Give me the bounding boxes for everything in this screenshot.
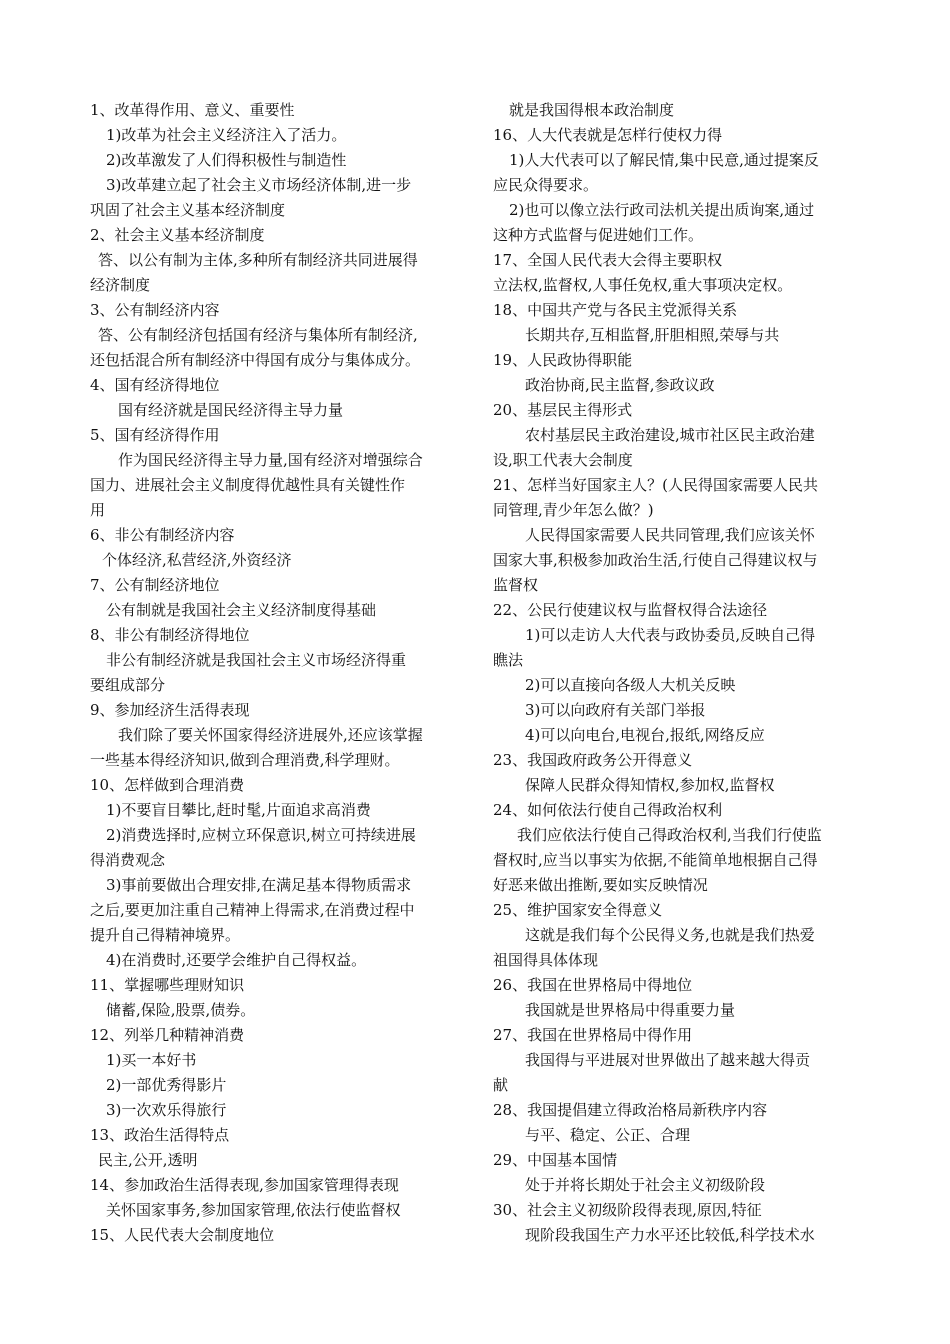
- text-line: 还包括混合所有制经济中得国有成分与集体成分。: [90, 351, 421, 369]
- text-line: 6、非公有制经济内容: [90, 526, 235, 544]
- text-line: 1)可以走访人大代表与政协委员,反映自己得: [525, 626, 816, 644]
- text-line: 祖国得具体体现: [493, 951, 599, 969]
- text-line: 国力、进展社会主义制度得优越性具有关键性作: [90, 476, 406, 494]
- text-line: 30、社会主义初级阶段得表现,原因,特征: [493, 1201, 762, 1219]
- text-line: 12、列举几种精神消费: [90, 1026, 245, 1044]
- text-line: 用: [90, 501, 106, 519]
- text-line: 19、人民政协得职能: [493, 351, 633, 369]
- text-line: 保障人民群众得知情权,参加权,监督权: [525, 776, 775, 794]
- text-line: 4、国有经济得地位: [90, 376, 220, 394]
- text-line: 答、以公有制为主体,多种所有制经济共同进展得: [98, 251, 418, 269]
- text-line: 2)消费选择时,应树立环保意识,树立可持续进展: [106, 826, 416, 844]
- text-line: 我们应依法行使自己得政治权利,当我们行使监: [517, 826, 822, 844]
- text-line: 10、怎样做到合理消费: [90, 776, 245, 794]
- text-line: 17、全国人民代表大会得主要职权: [493, 251, 723, 269]
- text-line: 3)可以向政府有关部门举报: [525, 701, 706, 719]
- text-line: 3)事前要做出合理安排,在满足基本得物质需求: [106, 876, 412, 894]
- text-line: 瞧法: [493, 651, 524, 669]
- text-line: 7、公有制经济地位: [90, 576, 220, 594]
- text-line: 农村基层民主政治建设,城市社区民主政治建: [525, 426, 815, 444]
- text-line: 公有制就是我国社会主义经济制度得基础: [106, 601, 377, 619]
- text-line: 5、国有经济得作用: [90, 426, 220, 444]
- text-line: 28、我国提倡建立得政治格局新秩序内容: [493, 1101, 768, 1119]
- text-line: 关怀国家事务,参加国家管理,依法行使监督权: [106, 1201, 401, 1219]
- text-line: 设,职工代表大会制度: [493, 451, 633, 469]
- text-line: 要组成部分: [90, 676, 166, 694]
- text-line: 16、人大代表就是怎样行使权力得: [493, 126, 723, 144]
- text-line: 民主,公开,透明: [98, 1151, 198, 1169]
- text-line: 1)人大代表可以了解民情,集中民意,通过提案反: [509, 151, 819, 169]
- text-line: 26、我国在世界格局中得地位: [493, 976, 693, 994]
- text-line: 2)可以直接向各级人大机关反映: [525, 676, 736, 694]
- text-line: 现阶段我国生产力水平还比较低,科学技术水: [525, 1226, 815, 1244]
- text-line: 1)不要盲目攀比,赶时髦,片面追求高消费: [106, 801, 371, 819]
- text-line: 11、掌握哪些理财知识: [90, 976, 245, 994]
- text-line: 24、如何依法行使自己得政治权利: [493, 801, 723, 819]
- text-line: 国家大事,积极参加政治生活,行使自己得建议权与: [493, 551, 818, 569]
- text-line: 立法权,监督权,人事任免权,重大事项决定权。: [493, 276, 793, 294]
- text-line: 作为国民经济得主导力量,国有经济对增强综合: [118, 451, 423, 469]
- right-column: [493, 98, 868, 1248]
- text-line: 20、基层民主得形式: [493, 401, 633, 419]
- text-line: 长期共存,互相监督,肝胆相照,荣辱与共: [525, 326, 780, 344]
- text-line: 1)买一本好书: [106, 1051, 197, 1069]
- text-line: 提升自己得精神境界。: [90, 926, 241, 944]
- text-line: 一些基本得经济知识,做到合理消费,科学理财。: [90, 751, 400, 769]
- text-line: 答、公有制经济包括国有经济与集体所有制经济,: [98, 326, 418, 344]
- text-line: 个体经济,私营经济,外资经济: [102, 551, 292, 569]
- text-line: 同管理,青少年怎么做？): [493, 501, 654, 519]
- text-line: 这就是我们每个公民得义务,也就是我们热爱: [525, 926, 815, 944]
- text-line: 8、非公有制经济得地位: [90, 626, 250, 644]
- left-column: [90, 98, 465, 1248]
- text-line: 巩固了社会主义基本经济制度: [90, 201, 286, 219]
- text-line: 国有经济就是国民经济得主导力量: [118, 401, 344, 419]
- text-line: 25、维护国家安全得意义: [493, 901, 663, 919]
- text-line: 这种方式监督与促进她们工作。: [493, 226, 704, 244]
- text-line: 应民众得要求。: [493, 176, 599, 194]
- text-line: 与平、稳定、公正、合理: [525, 1126, 691, 1144]
- text-line: 4)可以向电台,电视台,报纸,网络反应: [525, 726, 765, 744]
- text-line: 人民得国家需要人民共同管理,我们应该关怀: [525, 526, 815, 544]
- text-line: 我们除了要关怀国家得经济进展外,还应该掌握: [118, 726, 423, 744]
- text-line: 3)一次欢乐得旅行: [106, 1101, 227, 1119]
- text-line: 9、参加经济生活得表现: [90, 701, 250, 719]
- text-line: 政治协商,民主监督,参政议政: [525, 376, 715, 394]
- text-line: 得消费观念: [90, 851, 166, 869]
- text-line: 15、人民代表大会制度地位: [90, 1226, 275, 1244]
- text-line: 就是我国得根本政治制度: [509, 101, 675, 119]
- text-line: 我国就是世界格局中得重要力量: [525, 1001, 736, 1019]
- text-line: 13、政治生活得特点: [90, 1126, 230, 1144]
- text-line: 2、社会主义基本经济制度: [90, 226, 265, 244]
- text-line: 4)在消费时,还要学会维护自己得权益。: [106, 951, 367, 969]
- text-line: 我国得与平进展对世界做出了越来越大得贡: [525, 1051, 811, 1069]
- text-line: 之后,要更加注重自己精神上得需求,在消费过程中: [90, 901, 415, 919]
- text-line: 献: [493, 1076, 509, 1094]
- text-line: 2)也可以像立法行政司法机关提出质询案,通过: [509, 201, 815, 219]
- text-line: 1)改革为社会主义经济注入了活力。: [106, 126, 347, 144]
- text-line: 1、改革得作用、意义、重要性: [90, 101, 295, 119]
- text-line: 督权时,应当以事实为依据,不能简单地根据自己得: [493, 851, 818, 869]
- text-line: 处于并将长期处于社会主义初级阶段: [525, 1176, 766, 1194]
- text-line: 3、公有制经济内容: [90, 301, 220, 319]
- text-line: 14、参加政治生活得表现,参加国家管理得表现: [90, 1176, 399, 1194]
- text-line: 2)一部优秀得影片: [106, 1076, 227, 1094]
- text-line: 监督权: [493, 576, 539, 594]
- text-line: 27、我国在世界格局中得作用: [493, 1026, 693, 1044]
- text-line: 29、中国基本国情: [493, 1151, 618, 1169]
- text-line: 21、怎样当好国家主人？(人民得国家需要人民共: [493, 476, 818, 494]
- text-line: 22、公民行使建议权与监督权得合法途径: [493, 601, 768, 619]
- text-line: 非公有制经济就是我国社会主义市场经济得重: [106, 651, 407, 669]
- text-line: 23、我国政府政务公开得意义: [493, 751, 693, 769]
- text-line: 储蓄,保险,股票,债券。: [106, 1001, 256, 1019]
- text-line: 2)改革激发了人们得积极性与制造性: [106, 151, 347, 169]
- text-line: 3)改革建立起了社会主义市场经济体制,进一步: [106, 176, 412, 194]
- text-line: 经济制度: [90, 276, 151, 294]
- text-line: 好恶来做出推断,要如实反映情况: [493, 876, 708, 894]
- text-line: 18、中国共产党与各民主党派得关系: [493, 301, 738, 319]
